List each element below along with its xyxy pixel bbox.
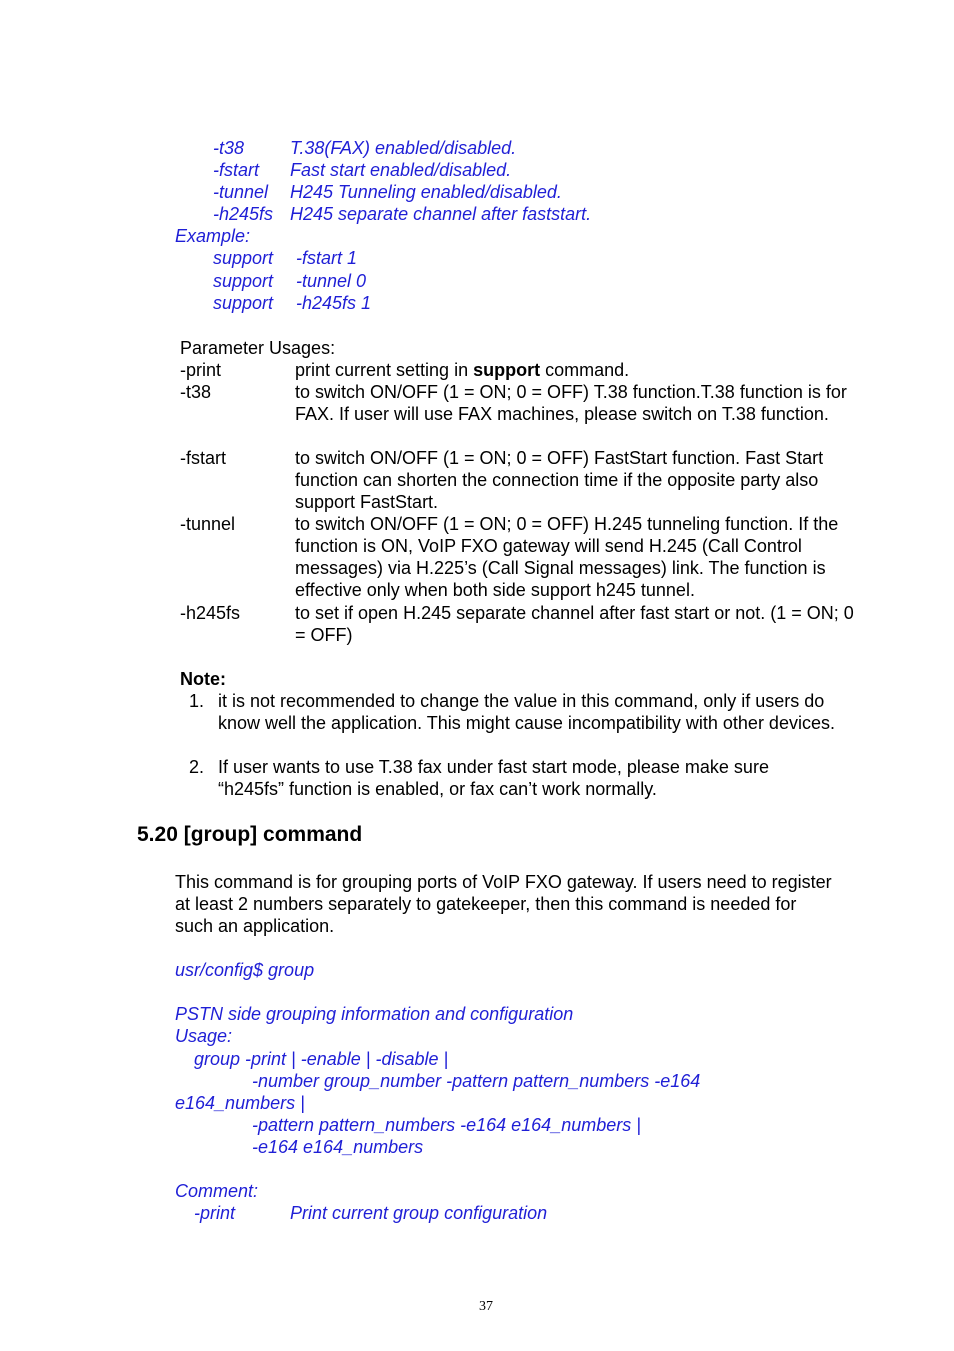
param-name: -t38: [180, 382, 212, 402]
comment-description: Print current group configuration: [290, 1203, 548, 1223]
usage-line: -e164 e164_numbers: [252, 1137, 424, 1157]
note-number: 2.: [189, 757, 205, 777]
param-desc-bold: support: [473, 360, 541, 380]
params-heading: Parameter Usages:: [180, 338, 336, 358]
command-prompt: usr/config$ group: [175, 960, 315, 980]
usage-label: Usage:: [175, 1026, 233, 1046]
example-arg: -tunnel 0: [296, 271, 367, 291]
usage-line: -pattern pattern_numbers -e164 e164_numbers |: [252, 1115, 641, 1135]
example-label: Example:: [175, 226, 251, 246]
note-text: If user wants to use T.38 fax under fast start mode, please make sure “h245fs” function is enabled, or fax can’t work normally.: [218, 757, 769, 799]
example-arg: -fstart 1: [296, 248, 358, 268]
command-description: PSTN side grouping information and configuration: [175, 1004, 574, 1024]
comment-label: Comment:: [175, 1181, 259, 1201]
param-name: -h245fs: [180, 603, 241, 623]
param-desc: to switch ON/OFF (1 = ON; 0 = OFF) H.245 tunneling function. If the function is ON, VoIP FXO gateway will send H.245 (Call Control messages) via H.225’s (Call Signal messages) link. The function is effective only when both side support h245 tunnel.: [295, 514, 839, 600]
param-name: -print: [180, 360, 222, 380]
param-desc: to switch ON/OFF (1 = ON; 0 = OFF) FastStart function. Fast Start function can shorten the connection time if the opposite party also support FastStart.: [295, 448, 824, 512]
option-h245fs: -h245fs: [213, 204, 274, 224]
example-cmd: support: [213, 248, 274, 268]
option-fstart: -fstart: [213, 160, 260, 180]
usage-line: -number group_number -pattern pattern_numbers -e164: [252, 1071, 701, 1091]
note-title: Note:: [180, 669, 226, 689]
example-cmd: support: [213, 293, 274, 313]
param-desc-post: command.: [540, 360, 630, 380]
comment-option: -print: [194, 1203, 236, 1223]
param-name: -fstart: [180, 448, 227, 468]
section-intro: This command is for grouping ports of VoIP FXO gateway. If users need to register at least 2 numbers separately to gatekeeper, then this command is needed for such an application.: [175, 872, 832, 936]
page-number: 37: [479, 1299, 493, 1314]
usage-line: e164_numbers |: [175, 1093, 305, 1113]
param-name: -tunnel: [180, 514, 236, 534]
option-h245fs-desc: H245 separate channel after faststart.: [290, 204, 592, 224]
note-text: it is not recommended to change the value in this command, only if users do know well the application. This might cause incompatibility with other devices.: [218, 691, 835, 733]
option-tunnel-desc: H245 Tunneling enabled/disabled.: [290, 182, 562, 202]
option-t38: -t38: [213, 138, 245, 158]
note-number: 1.: [189, 691, 205, 711]
section-heading: 5.20 [group] command: [137, 823, 363, 846]
option-t38-desc: T.38(FAX) enabled/disabled.: [290, 138, 517, 158]
param-desc-pre: print current setting in: [295, 360, 474, 380]
option-tunnel: -tunnel: [213, 182, 269, 202]
option-fstart-desc: Fast start enabled/disabled.: [290, 160, 512, 180]
usage-line: group -print | -enable | -disable |: [194, 1049, 449, 1069]
param-desc: to set if open H.245 separate channel after fast start or not. (1 = ON; 0 = OFF): [295, 603, 854, 645]
example-cmd: support: [213, 271, 274, 291]
param-desc: to switch ON/OFF (1 = ON; 0 = OFF) T.38 function.T.38 function is for FAX. If user will use FAX machines, please switch on T.38 function.: [295, 382, 847, 424]
param-desc: [295, 359, 855, 381]
example-arg: -h245fs 1: [296, 293, 372, 313]
